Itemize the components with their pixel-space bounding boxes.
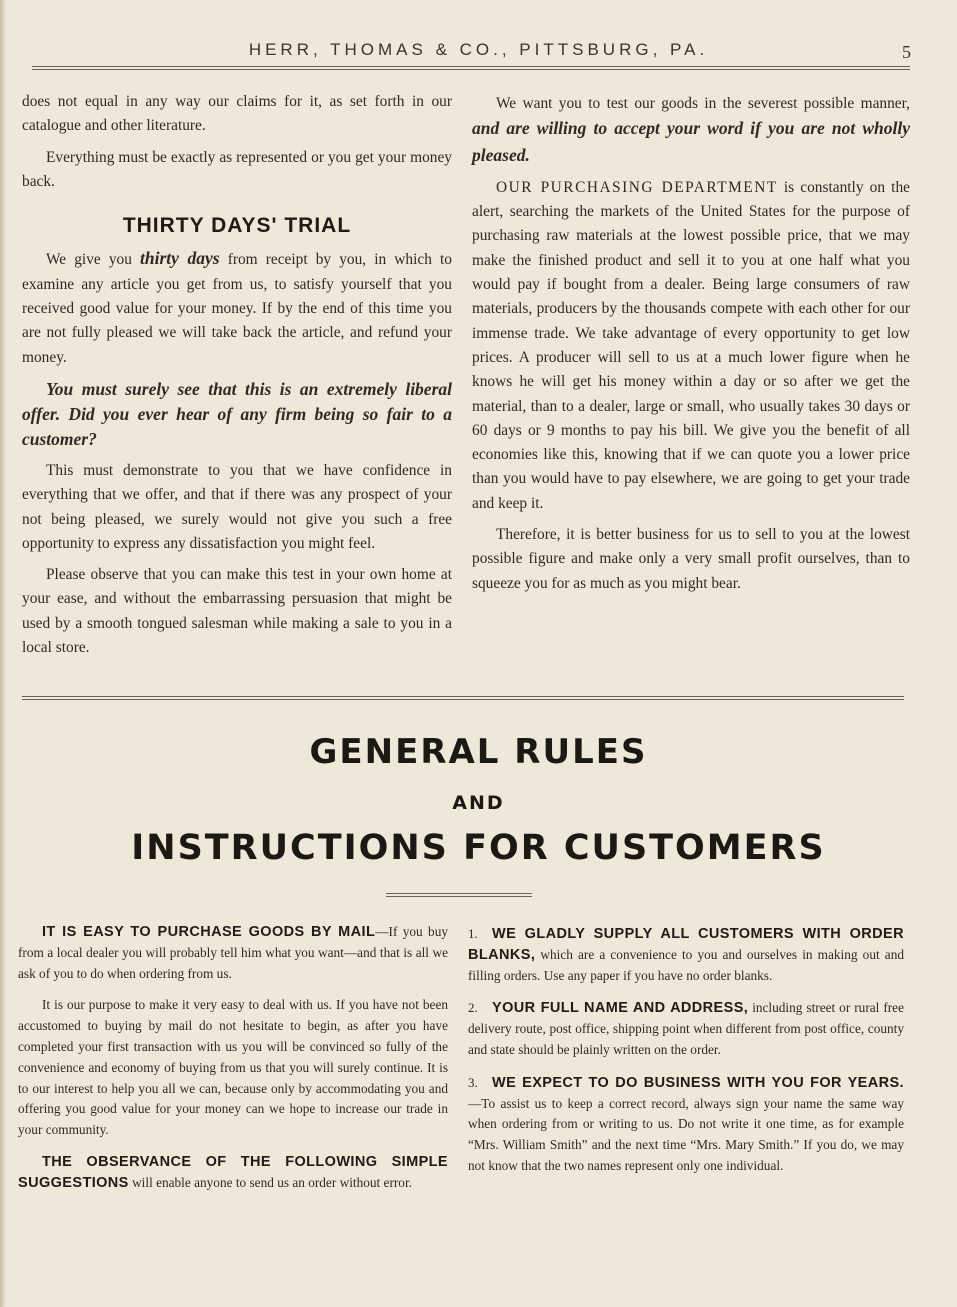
instructions-title: INSTRUCTIONS FOR CUSTOMERS xyxy=(131,828,826,868)
item-number: 3. xyxy=(468,1074,478,1090)
paragraph: Please observe that you can make this test in your own home at your ease, and without the embarrassing persuasion that might be used by a smooth tongued salesman while making a sale to you in a local store. xyxy=(22,566,452,657)
emphasis-text: thirty days xyxy=(140,248,220,269)
paragraph: Therefore, it is better business for us to sell to you at the lowest possible figure and make only a very small profit ourselves, than to squeeze you for as much as you might bear. xyxy=(472,526,910,592)
emphasis-text: and are willing to accept your word if you are not wholly pleased. xyxy=(472,118,910,165)
item-lead: WE EXPECT TO DO BUSINESS WITH YOU FOR YEARS. xyxy=(492,1074,904,1091)
right-column xyxy=(472,92,910,603)
liberal-offer-statement: You must surely see that this is an extremely liberal offer. Did you ever hear of any firm being so fair to a customer? xyxy=(22,378,452,449)
header-rule xyxy=(32,66,910,70)
thirty-days-heading: THIRTY DAYS' TRIAL xyxy=(122,214,352,238)
item-lead: WE GLADLY SUPPLY ALL CUSTOMERS WITH ORDER BLANKS, xyxy=(468,926,904,963)
paragraph-text: from receipt by you, in which to examine any article you get from us, to satisfy yourself that you received good value for your money. If by the end of this time you are not fully pleased we will take back the article, and refund your money. xyxy=(22,251,452,366)
item-text: —To assist us to keep a correct record, always sign your name the same way when ordering from or writing to us. Do not write it one time, as for example “Mrs. William Smith” and the next time “Mrs. Mary Smith.” If you do, we may not know that the two names represent only one individual. xyxy=(468,1095,904,1173)
section-divider-rule xyxy=(22,696,904,700)
paragraph xyxy=(472,176,910,516)
paragraph xyxy=(18,922,448,984)
paragraph-text: will enable anyone to send us an order without error. xyxy=(128,1174,412,1190)
paragraph-text: We give you xyxy=(46,251,141,269)
paragraph: Everything must be exactly as represented or you get your money back. xyxy=(22,148,452,190)
paragraph: This must demonstrate to you that we have confidence in everything that we offer, and that if there was any prospect of your not being pleased, we surely would not give you such a free opportunity to express any dissatisfaction you might feel. xyxy=(22,461,452,552)
paragraph: does not equal in any way our claims for it, as set forth in our catalogue and other literature. xyxy=(22,93,452,135)
paragraph xyxy=(472,92,910,169)
instruction-item xyxy=(468,998,904,1060)
left-column xyxy=(22,90,452,667)
instruction-item xyxy=(468,924,904,986)
page-number: 5 xyxy=(902,42,911,62)
paragraph: It is our purpose to make it very easy to deal with us. If you have not been accustomed to buying by mail do not hesitate to begin, as after you have completed your first transaction with us you will be convinced so fully of the convenience and economy of buying from us that you will surely continue. It is to our interest to help you all we can, because only by accommodating you and offering you good value for your money can we hope to increase our trade in your community. xyxy=(18,997,448,1138)
instructions-right-column xyxy=(468,924,904,1188)
paragraph-text: We want you to test our goods in the severest possible manner, xyxy=(496,95,910,112)
purchasing-department-label: OUR PURCHASING DEPARTMENT xyxy=(496,178,778,196)
paragraph-text: is constantly on the alert, searching the markets of the United States for the purpose of purchasing raw materials at the lowest possible price, that we may make the finished product and sell it to you at one half what you would pay if bought from a dealer. Being large consumers of raw materials, producers by the thousands compete with each other for our immense trade. We take advantage of every opportunity to get low prices. A producer will sell to us at a much lower figure when he knows he will get his money within a day or so after we get the material, than to a dealer, large or small, who usually takes 30 days or 60 days or 9 months to pay his bill. We give you the benefit of all economies like this, knowing that if we can quote you a lower price than you would have to pay elsewhere, we are going to get your trade and keep it. xyxy=(472,178,910,512)
item-text: which are a convenience to you and ourselves in making out and filling orders. Use any paper if you have no order blanks. xyxy=(468,946,904,983)
general-rules-title: GENERAL RULES xyxy=(309,732,648,772)
paragraph-text: —If you buy from a local dealer you will probably tell him what you want—and that is all we ask of you to do when ordering from us. xyxy=(18,924,448,981)
and-title: AND xyxy=(452,792,505,814)
item-lead: YOUR FULL NAME AND ADDRESS, xyxy=(492,1000,749,1017)
item-text: including street or rural free delivery route, post office, shipping point when different from post office, county and state should be plainly written on the order. xyxy=(468,1000,904,1057)
title-underline xyxy=(386,893,532,897)
page-edge xyxy=(0,0,6,1307)
instructions-left-column xyxy=(18,922,448,1205)
paragraph xyxy=(18,1152,448,1194)
lead-heading: THE OBSERVANCE OF THE FOLLOWING SIMPLE SUGGESTIONS xyxy=(18,1153,448,1191)
running-head: HERR, THOMAS & CO., PITTSBURG, PA. xyxy=(248,40,709,59)
lead-heading: IT IS EASY TO PURCHASE GOODS BY MAIL xyxy=(42,924,376,940)
instruction-item xyxy=(468,1073,904,1177)
item-number: 1. xyxy=(468,926,478,941)
paragraph xyxy=(22,246,452,369)
item-number: 2. xyxy=(468,1000,478,1016)
